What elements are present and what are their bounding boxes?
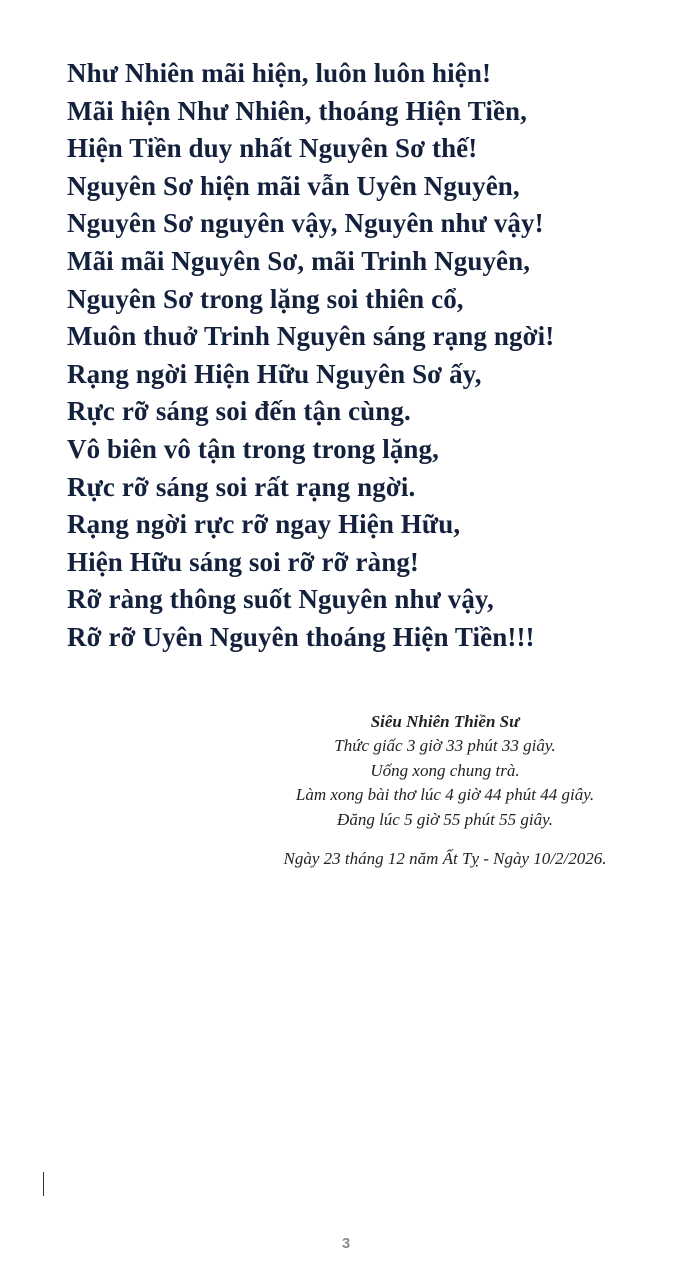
- poem-line: Nguyên Sơ nguyên vậy, Nguyên như vậy!: [67, 208, 544, 239]
- text-cursor: [43, 1172, 44, 1196]
- poem-line: Rực rỡ sáng soi rất rạng ngời.: [67, 471, 416, 502]
- signature-block: [240, 710, 650, 871]
- poem-line: Mãi hiện Như Nhiên, thoáng Hiện Tiền,: [67, 95, 527, 126]
- poem-line: Muôn thuở Trinh Nguyên sáng rạng ngời!: [67, 321, 555, 352]
- poem-line: Mãi mãi Nguyên Sơ, mãi Trinh Nguyên,: [67, 245, 531, 276]
- signature-note: Làm xong bài thơ lúc 4 giờ 44 phút 44 giây.: [295, 785, 595, 804]
- page-number: 3: [341, 1235, 351, 1252]
- signature-note: Uống xong chung trà.: [370, 760, 520, 780]
- poem-line: Nguyên Sơ hiện mãi vẫn Uyên Nguyên,: [67, 170, 520, 201]
- poem-line: Rực rỡ sáng soi đến tận cùng.: [67, 396, 411, 427]
- signature-note: Thức giấc 3 giờ 33 phút 33 giây.: [334, 736, 556, 755]
- poem-line: Hiện Hữu sáng soi rỡ rỡ ràng!: [67, 546, 420, 577]
- poem-line: Rỡ rỡ Uyên Nguyên thoáng Hiện Tiền!!!: [67, 621, 535, 652]
- poem-line: Như Nhiên mãi hiện, luôn luôn hiện!: [67, 58, 492, 88]
- poem-line: Nguyên Sơ trong lặng soi thiên cổ,: [67, 283, 464, 314]
- poem-line: Vô biên vô tận trong trong lặng,: [67, 433, 439, 464]
- poem-line: Hiện Tiền duy nhất Nguyên Sơ thế!: [67, 133, 478, 164]
- signature-note: Đăng lúc 5 giờ 55 phút 55 giây.: [337, 809, 553, 829]
- poem: [67, 55, 677, 657]
- signature-date: Ngày 23 tháng 12 năm Ất Tỵ - Ngày 10/2/2026.: [283, 849, 607, 868]
- author-name: Siêu Nhiên Thiền Sư: [370, 712, 520, 731]
- poem-line: Rạng ngời rực rỡ ngay Hiện Hữu,: [67, 509, 461, 540]
- poem-line: Rỡ ràng thông suốt Nguyên như vậy,: [67, 584, 494, 615]
- poem-line: Rạng ngời Hiện Hữu Nguyên Sơ ấy,: [67, 358, 482, 389]
